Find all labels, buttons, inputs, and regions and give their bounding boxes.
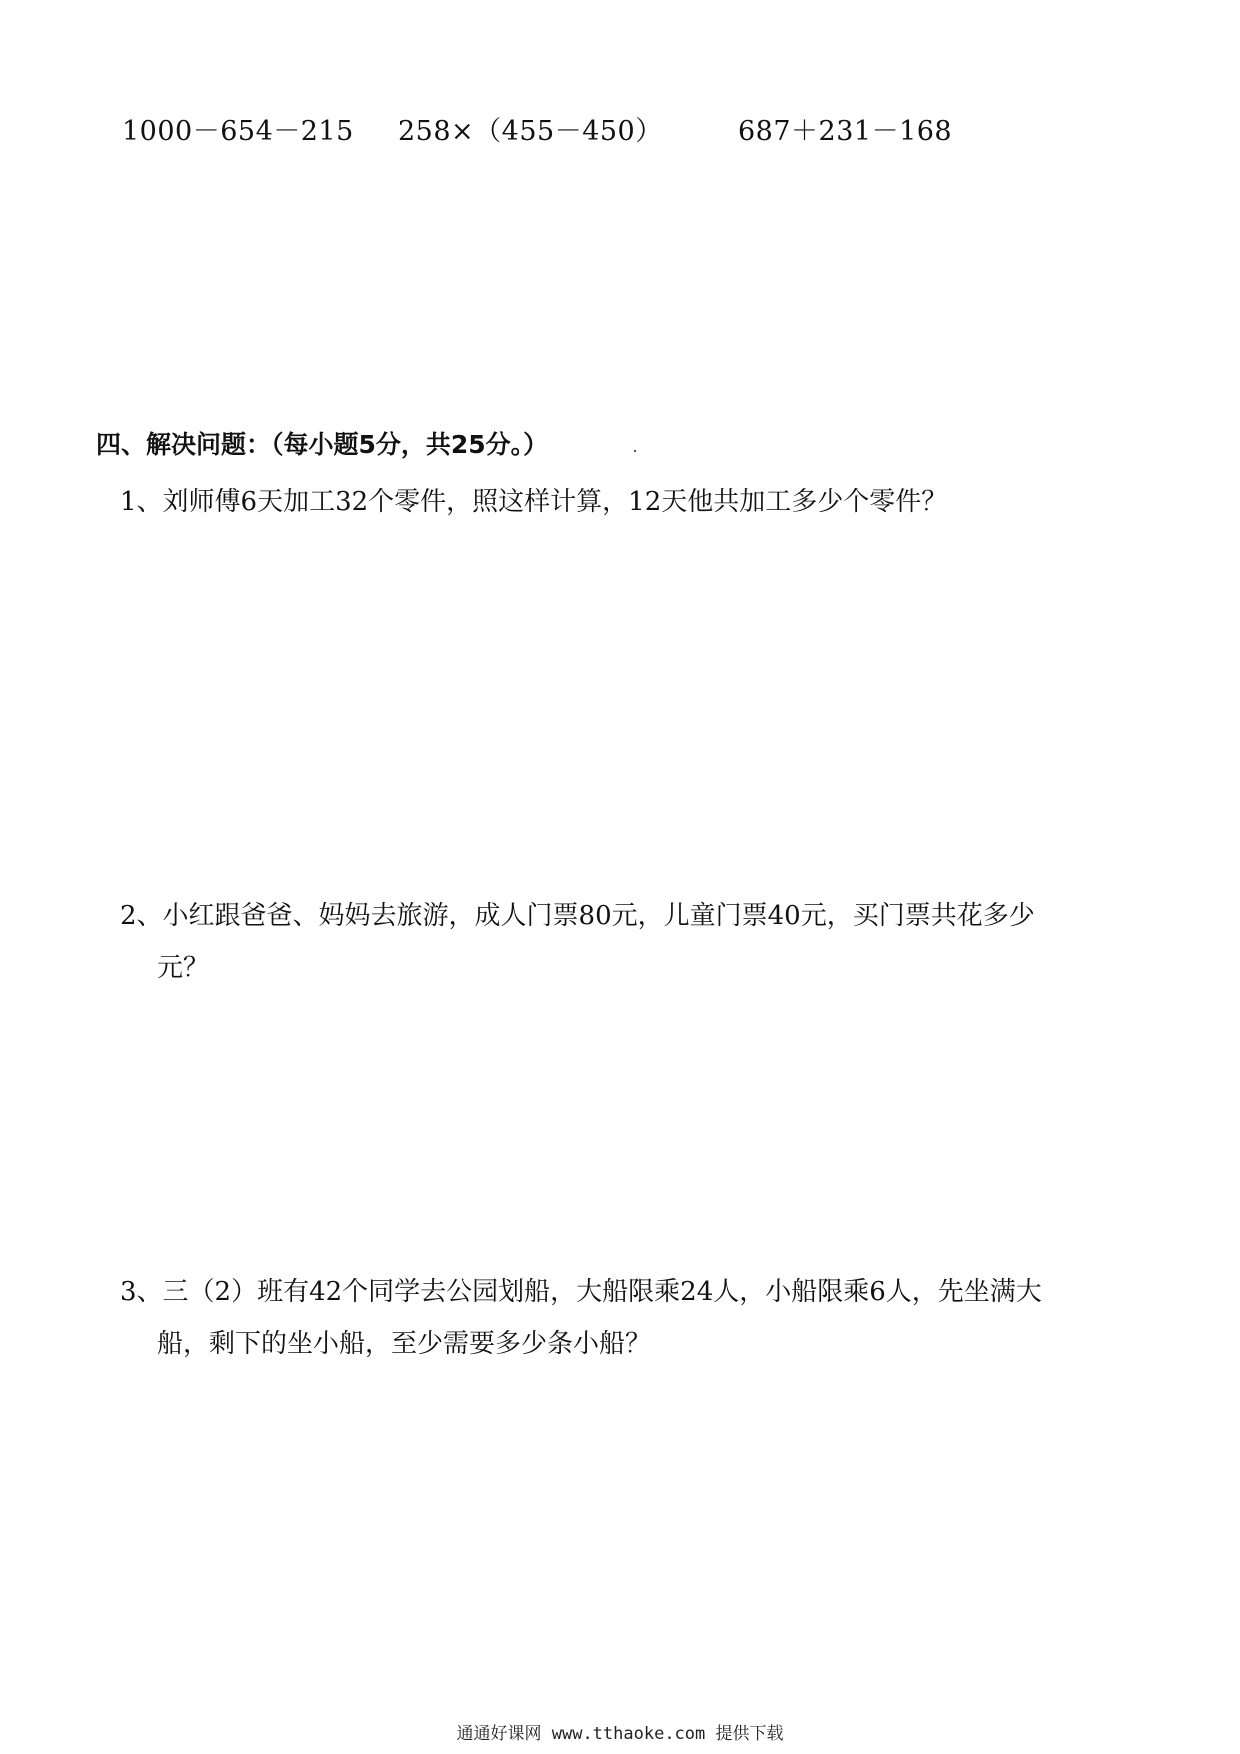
calculation-expression-3: 687＋231－168 bbox=[738, 116, 953, 147]
problem-3-line-1: 3、三（2）班有42个同学去公园划船，大船限乘24人，小船限乘6人，先坐满大 bbox=[120, 1277, 1042, 1307]
problem-3-line-2: 船，剩下的坐小船，至少需要多少条小船？ bbox=[157, 1329, 652, 1359]
word-problem-2 bbox=[120, 890, 1140, 994]
footer-source: 通通好课网 www.tthaoke.com 提供下载 bbox=[456, 1724, 784, 1744]
calculation-row bbox=[0, 112, 1240, 152]
word-problem-3 bbox=[120, 1266, 1140, 1370]
section-heading: 四、解决问题：（每小题5分，共25分。） bbox=[96, 430, 549, 459]
problem-2-line-1: 2、小红跟爸爸、妈妈去旅游，成人门票80元，儿童门票40元，买门票共花多少 bbox=[120, 901, 1035, 931]
calculation-expression-1: 1000－654－215 bbox=[122, 116, 354, 147]
problem-1-line-1: 1、刘师傅6天加工32个零件，照这样计算，12天他共加工多少个零件？ bbox=[120, 487, 948, 517]
word-problem-1 bbox=[120, 476, 1140, 528]
scan-dot bbox=[634, 450, 636, 452]
calculation-expression-2: 258×（455－450） bbox=[398, 116, 663, 147]
problem-2-line-2: 元？ bbox=[157, 953, 210, 983]
